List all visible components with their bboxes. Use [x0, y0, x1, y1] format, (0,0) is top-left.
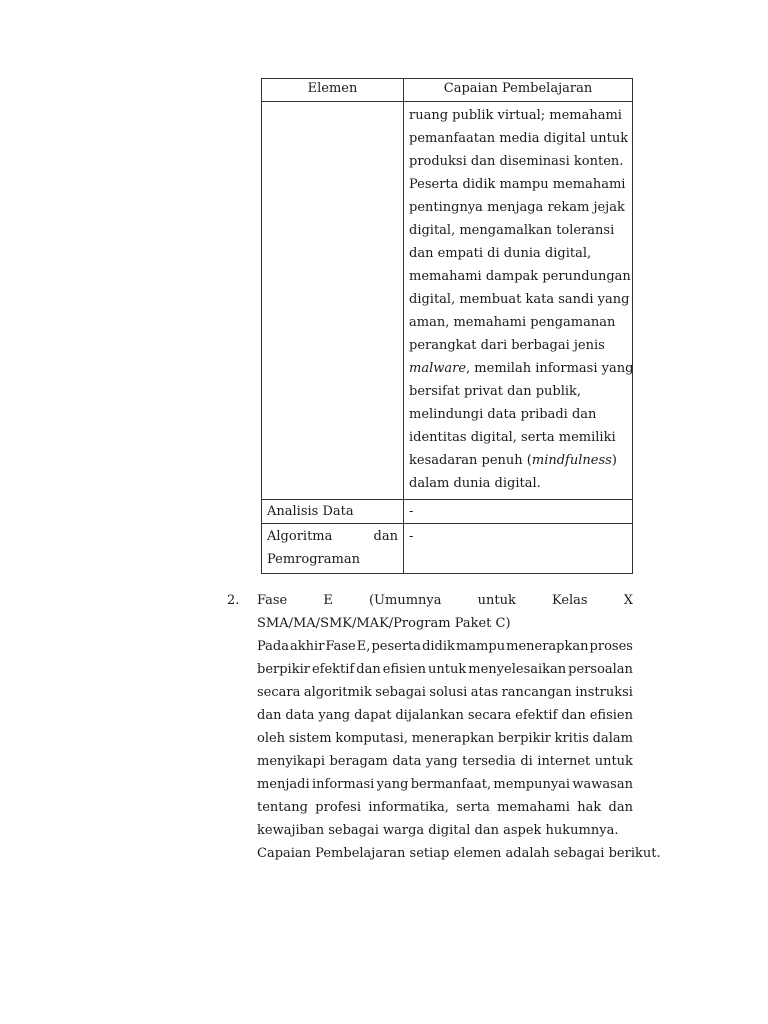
cell-line: digital, mengamalkan toleransi	[409, 223, 615, 238]
word: internet	[537, 754, 591, 769]
capaian-table	[261, 78, 633, 574]
word: data	[392, 754, 422, 769]
section-heading-line2: SMA/MA/SMK/MAK/Program Paket C)	[257, 616, 511, 631]
word: dan	[356, 662, 381, 677]
word: menyikapi	[257, 754, 326, 769]
word: beragam	[329, 754, 388, 769]
cell-line: Peserta didik mampu memahami	[409, 177, 626, 192]
word: dan	[257, 708, 282, 723]
elemen-label: Analisis Data	[267, 504, 354, 519]
paragraph-line	[257, 635, 633, 658]
word: dan	[561, 708, 586, 723]
word: kritis	[554, 731, 589, 746]
word: Fase	[325, 639, 356, 654]
cell-line: digital, membuat kata sandi yang	[409, 292, 630, 307]
word: proses	[589, 639, 633, 654]
cell-line: bersifat privat dan publik,	[409, 384, 582, 399]
word: informatika,	[368, 800, 449, 815]
word: menerapkan	[411, 731, 495, 746]
cell-line: perangkat dari berbagai jenis	[409, 338, 605, 353]
word: informasi	[311, 777, 375, 792]
word: memahami	[497, 800, 570, 815]
paragraph-line	[257, 773, 633, 796]
word: sebagai	[375, 685, 426, 700]
word: yang	[318, 708, 351, 723]
word: komputasi,	[335, 731, 408, 746]
word: dapat	[354, 708, 392, 723]
paragraph-line	[257, 750, 633, 773]
word: bermanfaat,	[410, 777, 492, 792]
word: efisien	[589, 708, 633, 723]
capaian-value: -	[409, 504, 414, 519]
word: E,	[356, 639, 371, 654]
elemen-label-part: Algoritma	[267, 529, 333, 544]
word: hak	[577, 800, 602, 815]
table-row	[262, 524, 633, 574]
word: dijalankan	[395, 708, 464, 723]
capaian-value: -	[409, 529, 414, 544]
word: untuk	[594, 754, 633, 769]
closing-line: Capaian Pembelajaran setiap elemen adalah sebagai berikut.	[257, 846, 661, 861]
heading-word: (Umumnya	[368, 593, 442, 608]
paragraph-line	[257, 727, 633, 750]
paragraph-line	[257, 658, 633, 681]
word: efisien	[382, 662, 427, 677]
word: peserta	[371, 639, 422, 654]
cell-line: ruang publik virtual; memahami	[409, 108, 622, 123]
cell-line: dalam dunia digital.	[409, 476, 541, 491]
cell-elemen-analisis	[262, 500, 404, 524]
word: secara	[257, 685, 301, 700]
word: menjadi	[257, 777, 310, 792]
cell-elemen-algoritma	[262, 524, 404, 574]
cell-line: produksi dan diseminasi konten.	[409, 154, 624, 169]
section-heading	[257, 589, 633, 612]
word: yang	[376, 777, 409, 792]
word: Pada	[257, 639, 289, 654]
cell-line: pentingnya menjaga rekam jejak	[409, 200, 625, 215]
word: mempunyai	[493, 777, 571, 792]
word: serta	[456, 800, 490, 815]
paragraph-line	[257, 704, 633, 727]
word: akhir	[290, 639, 325, 654]
elemen-label-part: dan	[373, 529, 398, 544]
paragraph-line: kewajiban sebagai warga digital dan aspek hukumnya.	[257, 823, 619, 838]
word: data	[285, 708, 315, 723]
word: menyelesaikan	[468, 662, 567, 677]
paragraph-line	[257, 681, 633, 704]
word: persoalan	[568, 662, 633, 677]
word: algoritmik	[303, 685, 372, 700]
cell-line: malware, memilah informasi yang	[409, 361, 634, 376]
word: secara	[467, 708, 512, 723]
word: instruksi	[575, 685, 633, 700]
word: dalam	[592, 731, 633, 746]
word: yang	[425, 754, 458, 769]
header-capaian: Capaian Pembelajaran	[404, 79, 633, 102]
word: didik	[422, 639, 455, 654]
word: untuk	[428, 662, 467, 677]
cell-line: identitas digital, serta memiliki	[409, 430, 616, 445]
elemen-label-part: Pemrograman	[267, 552, 360, 567]
cell-line: aman, memahami pengamanan	[409, 315, 616, 330]
word: mampu	[455, 639, 506, 654]
cell-line: dan empati di dunia digital,	[409, 246, 592, 261]
word: efektif	[515, 708, 558, 723]
cell-capaian-analisis	[404, 500, 633, 524]
cell-capaian-algoritma	[404, 524, 633, 574]
word: di	[520, 754, 533, 769]
section-number: 2.	[227, 593, 240, 608]
word: wawasan	[572, 777, 633, 792]
heading-word: E	[323, 593, 333, 608]
word: solusi	[429, 685, 468, 700]
word: tersedia	[462, 754, 516, 769]
word: sistem	[288, 731, 332, 746]
cell-capaian-continued	[404, 102, 633, 500]
heading-word: X	[623, 593, 633, 608]
table-header-row	[262, 79, 633, 102]
word: berpikir	[497, 731, 551, 746]
word: atas	[470, 685, 499, 700]
cell-line: melindungi data pribadi dan	[409, 407, 597, 422]
word: tentang	[257, 800, 308, 815]
paragraph-line	[257, 796, 633, 819]
word: rancangan	[501, 685, 572, 700]
heading-word: Kelas	[551, 593, 588, 608]
table-row	[262, 102, 633, 500]
cell-line: kesadaran penuh (mindfulness)	[409, 453, 617, 468]
cell-elemen-empty	[262, 102, 404, 500]
table-row	[262, 500, 633, 524]
word: oleh	[257, 731, 286, 746]
heading-word: Fase	[257, 593, 288, 608]
header-elemen: Elemen	[262, 79, 404, 102]
word: menerapkan	[506, 639, 589, 654]
word: efektif	[311, 662, 355, 677]
cell-line: pemanfaatan media digital untuk	[409, 131, 629, 146]
word: berpikir	[257, 662, 310, 677]
word: dan	[608, 800, 633, 815]
cell-line: memahami dampak perundungan	[409, 269, 631, 284]
heading-word: untuk	[477, 593, 516, 608]
word: profesi	[315, 800, 361, 815]
